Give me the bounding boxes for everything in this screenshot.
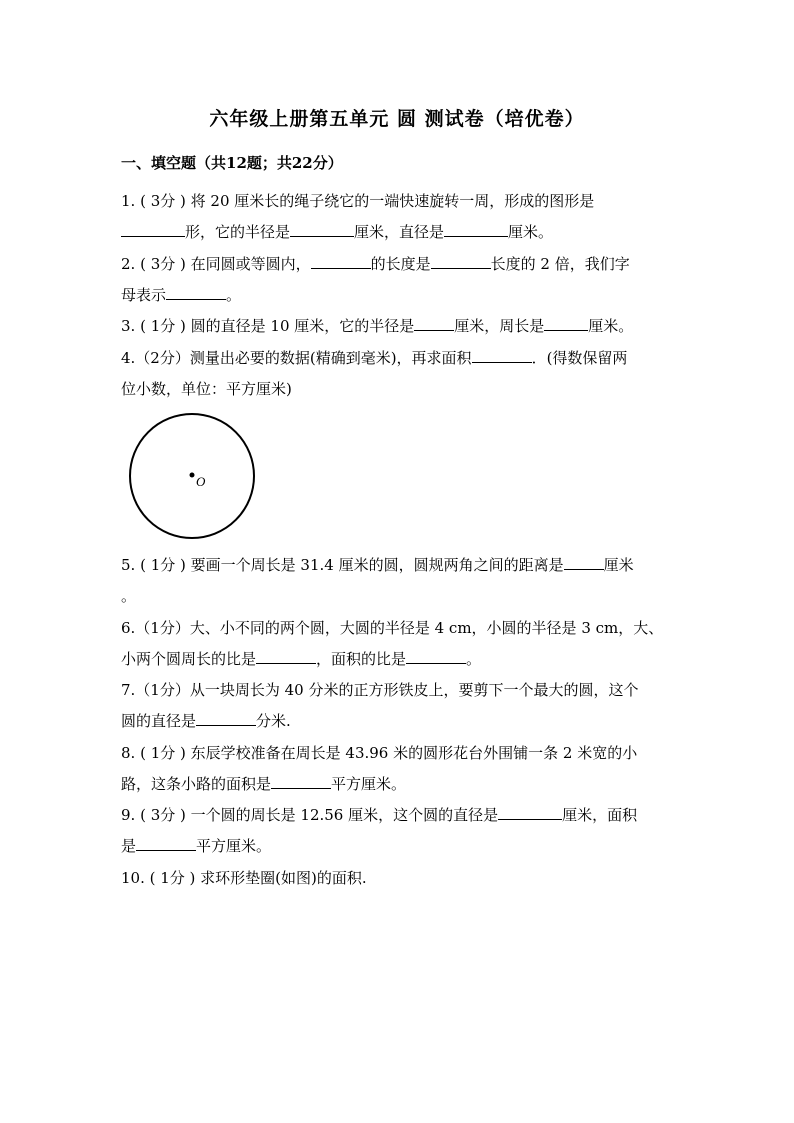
question-7-text: 圆的直径是 [121, 712, 197, 730]
answer-blank[interactable] [196, 711, 256, 726]
answer-blank[interactable] [444, 222, 508, 237]
question-2-text: 母表示 [121, 286, 167, 304]
question-9-text: 厘米，面积 [562, 806, 638, 824]
question-2-text: 2. ( 3分 ) 在同圆或等圆内， [121, 255, 311, 273]
question-1-text: 厘米。 [508, 223, 554, 241]
answer-blank[interactable] [311, 254, 371, 269]
question-6-line-2 [121, 649, 481, 669]
question-3-text: 3. ( 1分 ) 圆的直径是 10 厘米，它的半径是 [121, 317, 415, 335]
page-title: 六年级上册第五单元 圆 测试卷（培优卷） [209, 108, 585, 130]
question-4-text: ．(得数保留两 [531, 349, 628, 367]
circle-center-dot [190, 473, 195, 478]
question-1-line-2 [121, 222, 553, 242]
answer-blank[interactable] [498, 805, 562, 820]
question-9-line-1 [121, 805, 637, 825]
question-6-text: 6.（1分）大、小不同的两个圆，大圆的半径是 4 cm，小圆的半径是 3 cm，大、 [121, 619, 664, 637]
question-5-line-2 [121, 586, 136, 606]
question-5-text: 5. ( 1分 ) 要画一个周长是 31.4 厘米的圆，圆规两角之间的距离是 [121, 556, 564, 574]
answer-blank[interactable] [290, 222, 354, 237]
circle-center-label: O [196, 474, 206, 489]
question-7-line-2 [121, 711, 291, 731]
question-5-line-1 [121, 555, 634, 575]
question-6-text: 。 [466, 650, 482, 668]
answer-blank[interactable] [166, 285, 226, 300]
answer-blank[interactable] [406, 649, 466, 664]
question-8-text: 平方厘米。 [331, 775, 407, 793]
question-1-text: 形，它的半径是 [185, 223, 291, 241]
question-7-text: 7.（1分）从一块周长为 40 分米的正方形铁皮上，要剪下一个最大的圆，这个 [121, 681, 639, 699]
question-2-text: 的长度是 [370, 255, 431, 273]
answer-blank[interactable] [431, 254, 491, 269]
answer-blank[interactable] [256, 649, 316, 664]
circle-figure [126, 412, 260, 542]
answer-blank[interactable] [136, 836, 196, 851]
question-8-text: 路，这条小路的面积是 [121, 775, 272, 793]
question-2-line-2 [121, 285, 241, 305]
question-2-line-1 [121, 254, 630, 274]
question-1-text: 1. ( 3分 ) 将 20 厘米长的绳子绕它的一端快速旋转一周，形成的图形是 [121, 192, 595, 210]
question-9-text: 平方厘米。 [196, 837, 272, 855]
question-4-text: 4.（2分）测量出必要的数据(精确到毫米)，再求面积 [121, 349, 472, 367]
question-2-text: 长度的 2 倍，我们字 [490, 255, 630, 273]
question-6-text: 小两个圆周长的比是 [121, 650, 257, 668]
question-1-line-1 [121, 191, 594, 211]
question-9-text: 是 [121, 837, 137, 855]
question-6-line-1 [121, 618, 663, 638]
question-4-text: 位小数，单位：平方厘米) [121, 380, 292, 398]
section-heading: 一、填空题（共12题；共22分） [121, 154, 343, 172]
question-2-text: 。 [226, 286, 242, 304]
question-8-text: 8. ( 1分 ) 东辰学校准备在周长是 43.96 米的圆形花台外围铺一条 2 米宽的小 [121, 744, 638, 762]
answer-blank[interactable] [271, 774, 331, 789]
answer-blank[interactable] [564, 555, 604, 570]
question-10-line-1 [121, 868, 367, 888]
question-8-line-2 [121, 774, 406, 794]
question-3-line-1 [121, 316, 633, 336]
question-10-text: 10. ( 1分 ) 求环形垫圈(如图)的面积. [121, 869, 367, 887]
question-3-text: 厘米。 [588, 317, 634, 335]
answer-blank[interactable] [121, 222, 185, 237]
question-9-line-2 [121, 836, 271, 856]
question-4-line-1 [121, 348, 627, 368]
question-5-text: 。 [121, 587, 137, 605]
question-3-text: 厘米，周长是 [454, 317, 545, 335]
question-4-line-2 [121, 379, 292, 399]
answer-blank[interactable] [472, 348, 532, 363]
answer-blank[interactable] [414, 316, 454, 331]
question-7-line-1 [121, 680, 638, 700]
question-5-text: 厘米 [603, 556, 634, 574]
question-6-text: ，面积的比是 [316, 650, 407, 668]
question-9-text: 9. ( 3分 ) 一个圆的周长是 12.56 厘米，这个圆的直径是 [121, 806, 499, 824]
question-1-text: 厘米，直径是 [354, 223, 445, 241]
question-8-line-1 [121, 743, 637, 763]
question-7-text: 分米. [256, 712, 291, 730]
answer-blank[interactable] [544, 316, 588, 331]
